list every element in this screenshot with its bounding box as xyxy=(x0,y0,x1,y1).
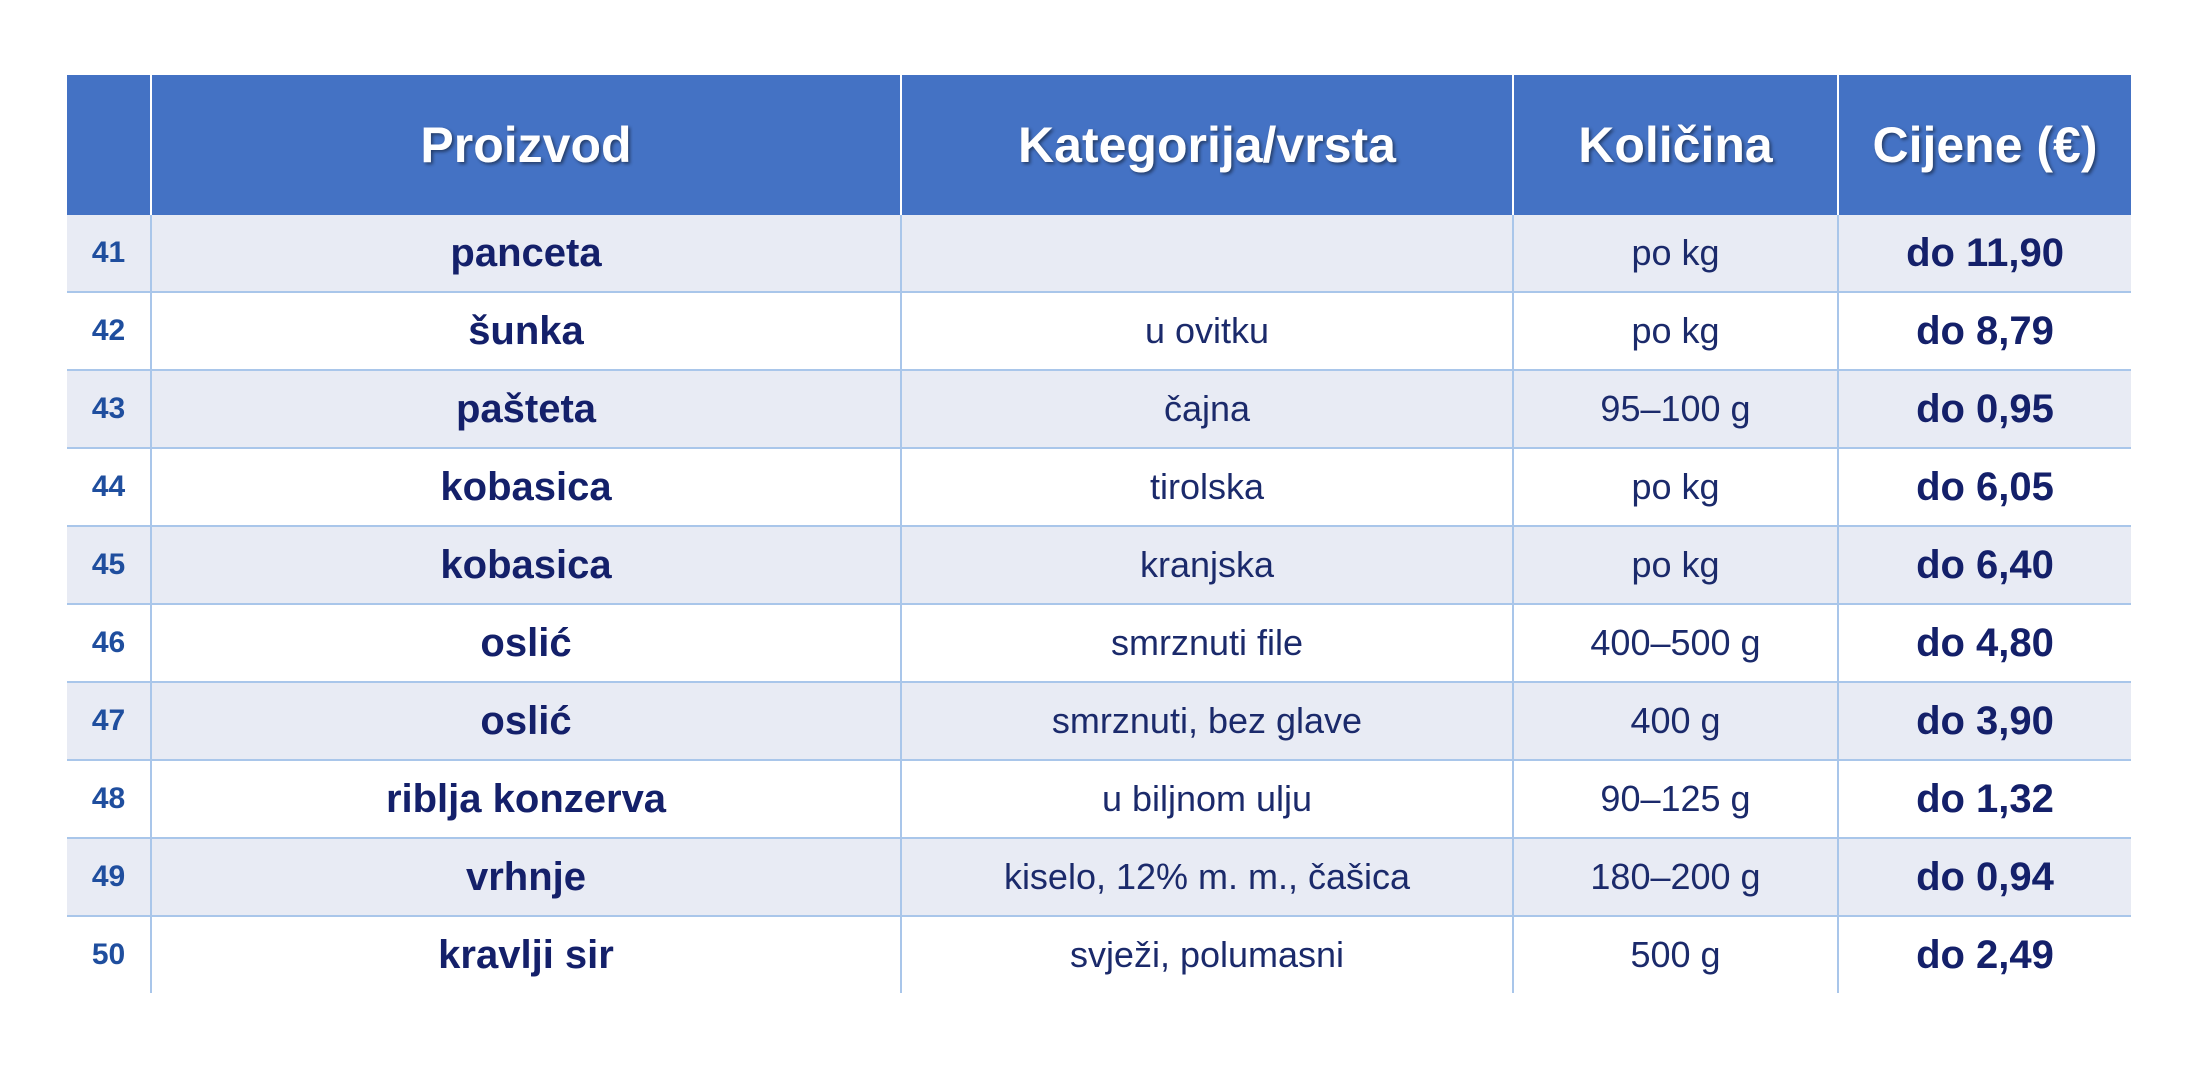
table-row xyxy=(67,292,2131,370)
price-cell: do 1,32 xyxy=(1838,760,2131,838)
row-number: 49 xyxy=(67,838,151,916)
quantity-cell: 400 g xyxy=(1513,682,1838,760)
category-cell: smrznuti file xyxy=(901,604,1513,682)
table-row xyxy=(67,215,2131,292)
price-cell: do 6,05 xyxy=(1838,448,2131,526)
row-number: 43 xyxy=(67,370,151,448)
price-table xyxy=(67,75,2131,993)
category-cell: svježi, polumasni xyxy=(901,916,1513,993)
row-number: 41 xyxy=(67,215,151,292)
product-cell: pašteta xyxy=(151,370,901,448)
product-cell: panceta xyxy=(151,215,901,292)
header-number xyxy=(67,75,151,215)
quantity-cell: 90–125 g xyxy=(1513,760,1838,838)
row-number: 46 xyxy=(67,604,151,682)
table-row xyxy=(67,916,2131,993)
price-cell: do 6,40 xyxy=(1838,526,2131,604)
price-table-container xyxy=(67,75,2131,993)
price-cell: do 2,49 xyxy=(1838,916,2131,993)
table-row xyxy=(67,526,2131,604)
quantity-cell: po kg xyxy=(1513,448,1838,526)
table-row xyxy=(67,370,2131,448)
price-cell: do 8,79 xyxy=(1838,292,2131,370)
table-body xyxy=(67,215,2131,993)
product-cell: oslić xyxy=(151,682,901,760)
quantity-cell: po kg xyxy=(1513,215,1838,292)
quantity-cell: 400–500 g xyxy=(1513,604,1838,682)
category-cell: smrznuti, bez glave xyxy=(901,682,1513,760)
quantity-cell: 500 g xyxy=(1513,916,1838,993)
quantity-cell: 95–100 g xyxy=(1513,370,1838,448)
table-row xyxy=(67,448,2131,526)
header-quantity: Količina xyxy=(1513,75,1838,215)
table-header xyxy=(67,75,2131,215)
product-cell: kravlji sir xyxy=(151,916,901,993)
quantity-cell: po kg xyxy=(1513,526,1838,604)
category-cell: kranjska xyxy=(901,526,1513,604)
product-cell: kobasica xyxy=(151,448,901,526)
quantity-cell: 180–200 g xyxy=(1513,838,1838,916)
table-row xyxy=(67,838,2131,916)
header-category: Kategorija/vrsta xyxy=(901,75,1513,215)
price-cell: do 0,94 xyxy=(1838,838,2131,916)
price-cell: do 11,90 xyxy=(1838,215,2131,292)
product-cell: kobasica xyxy=(151,526,901,604)
quantity-cell: po kg xyxy=(1513,292,1838,370)
header-price: Cijene (€) xyxy=(1838,75,2131,215)
product-cell: riblja konzerva xyxy=(151,760,901,838)
row-number: 48 xyxy=(67,760,151,838)
category-cell: tirolska xyxy=(901,448,1513,526)
product-cell: oslić xyxy=(151,604,901,682)
price-cell: do 3,90 xyxy=(1838,682,2131,760)
category-cell: u biljnom ulju xyxy=(901,760,1513,838)
table-row xyxy=(67,682,2131,760)
row-number: 50 xyxy=(67,916,151,993)
row-number: 47 xyxy=(67,682,151,760)
product-cell: vrhnje xyxy=(151,838,901,916)
product-cell: šunka xyxy=(151,292,901,370)
table-row xyxy=(67,604,2131,682)
price-cell: do 4,80 xyxy=(1838,604,2131,682)
row-number: 45 xyxy=(67,526,151,604)
category-cell: u ovitku xyxy=(901,292,1513,370)
row-number: 44 xyxy=(67,448,151,526)
header-product: Proizvod xyxy=(151,75,901,215)
table-row xyxy=(67,760,2131,838)
category-cell: čajna xyxy=(901,370,1513,448)
row-number: 42 xyxy=(67,292,151,370)
header-row xyxy=(67,75,2131,215)
category-cell: kiselo, 12% m. m., čašica xyxy=(901,838,1513,916)
price-cell: do 0,95 xyxy=(1838,370,2131,448)
category-cell xyxy=(901,215,1513,292)
